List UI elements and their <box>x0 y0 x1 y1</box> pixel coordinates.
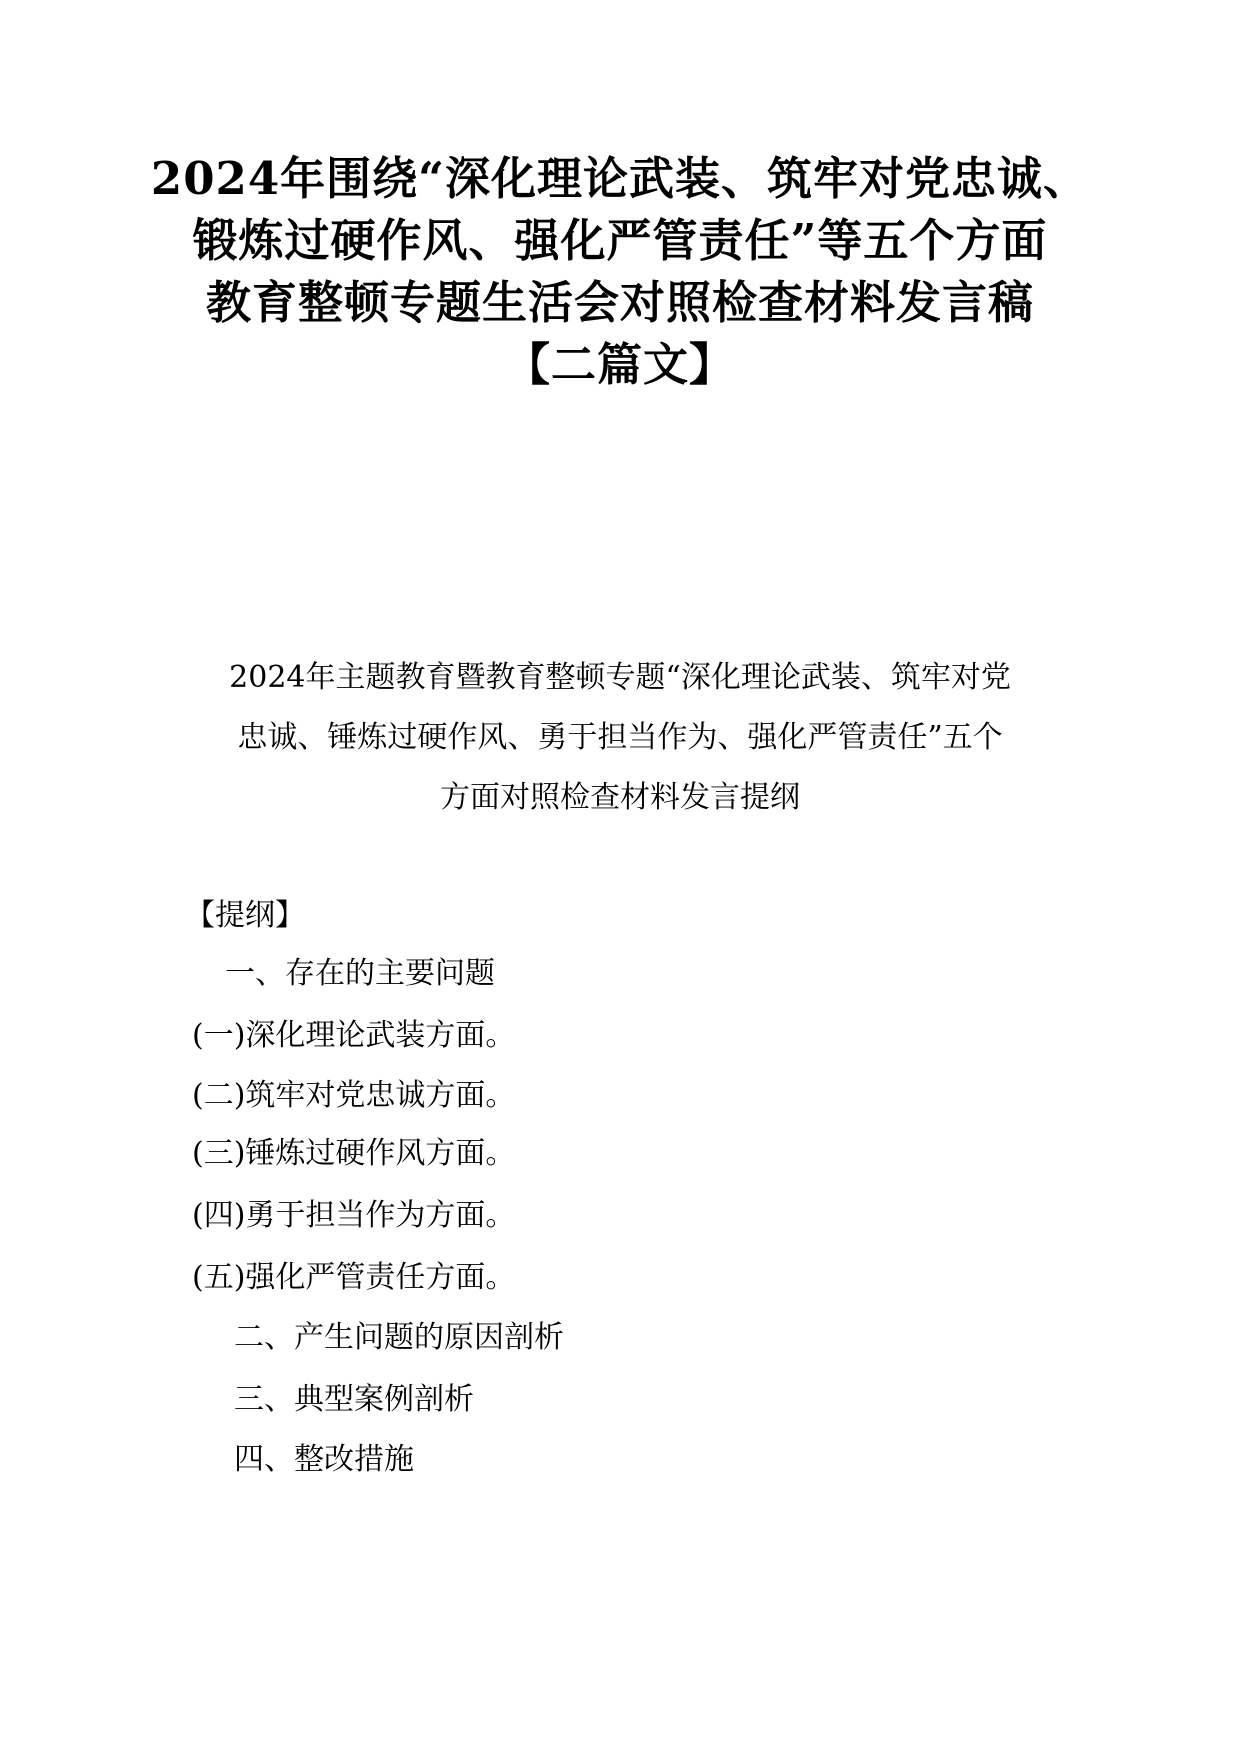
title-line: 2024年围绕“深化理论武装、筑牢对党忠诚、 <box>150 152 1090 205</box>
outline-section-four: 四、整改措施 <box>234 1442 414 1477</box>
subtitle-line: 方面对照检查材料发言提纲 <box>440 780 800 815</box>
subtitle-line: 2024年主题教育暨教育整顿专题“深化理论武装、筑牢对党 <box>229 660 1011 695</box>
title-line: 锻炼过硬作风、强化严管责任”等五个方面 <box>192 214 1048 267</box>
outline-subitem: (一)深化理论武装方面。 <box>192 1018 516 1053</box>
outline-section-one: 一、存在的主要问题 <box>225 956 495 991</box>
outline-section-three: 三、典型案例剖析 <box>234 1382 474 1417</box>
outline-subitem: (四)勇于担当作为方面。 <box>192 1198 516 1233</box>
title-line: 教育整顿专题生活会对照检查材料发言稿 <box>205 276 1034 329</box>
title-line: 【二篇文】 <box>504 338 735 391</box>
outline-section-two: 二、产生问题的原因剖析 <box>234 1320 564 1355</box>
outline-heading: 【提纲】 <box>185 898 305 933</box>
outline-subitem: (二)筑牢对党忠诚方面。 <box>192 1078 516 1113</box>
outline-subitem: (三)锤炼过硬作风方面。 <box>192 1136 516 1171</box>
subtitle-line: 忠诚、锤炼过硬作风、勇于担当作为、强化严管责任”五个 <box>237 720 1003 755</box>
outline-subitem: (五)强化严管责任方面。 <box>192 1260 516 1295</box>
